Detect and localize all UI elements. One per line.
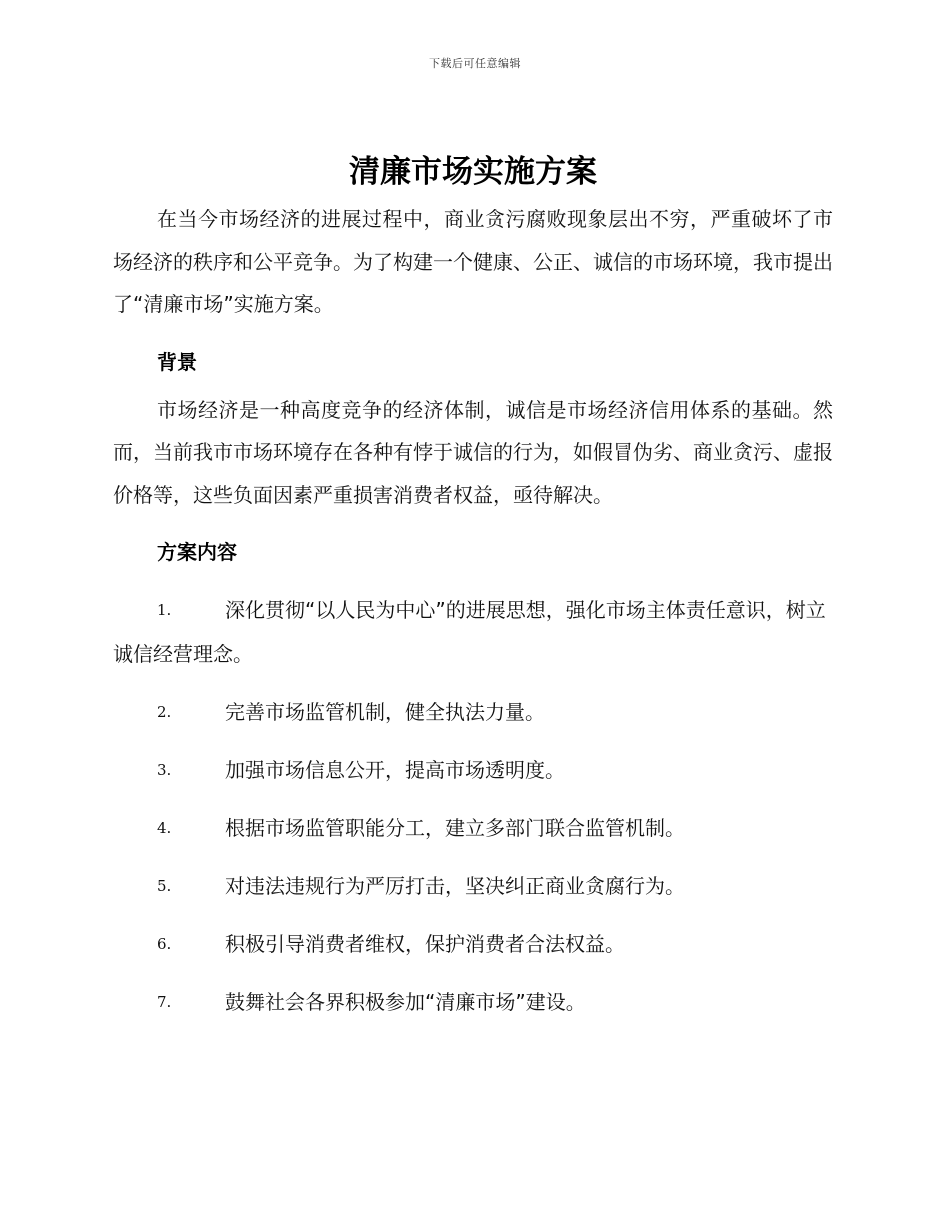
list-item — [113, 748, 833, 792]
list-item-text: 对违法违规行为严厉打击，坚决纠正商业贪腐行为。 — [225, 874, 685, 898]
list-item — [113, 806, 833, 850]
list-item-number: 6. — [157, 935, 172, 953]
document-body — [113, 150, 833, 1038]
list-item-number: 2. — [157, 703, 172, 721]
list-item-text: 鼓舞社会各界积极参加“清廉市场”建设。 — [225, 990, 586, 1014]
background-paragraph: 市场经济是一种高度竞争的经济体制，诚信是市场经济信用体系的基础。然而，当前我市市场环境存在各种有悖于诚信的行为，如假冒伪劣、商业贪污、虚报价格等，这些负面因素严重损害消费者权益，亟待解决。 — [113, 397, 833, 507]
list-item — [113, 922, 833, 966]
list-item-number: 5. — [157, 877, 172, 895]
list-item-text: 根据市场监管职能分工，建立多部门联合监管机制。 — [225, 816, 685, 840]
plan-list — [113, 588, 833, 1024]
list-item-number: 1. — [157, 601, 172, 619]
document-title: 清廉市场实施方案 — [349, 154, 597, 190]
header-note: 下载后可任意编辑 — [429, 57, 521, 70]
list-item — [113, 588, 833, 676]
list-item-number: 7. — [157, 993, 172, 1011]
list-item — [113, 864, 833, 908]
section-heading-plan: 方案内容 — [157, 540, 237, 564]
list-item-number: 4. — [157, 819, 172, 837]
list-item — [113, 690, 833, 734]
list-item-text: 积极引导消费者维权，保护消费者合法权益。 — [225, 932, 625, 956]
list-item-text: 完善市场监管机制，健全执法力量。 — [225, 700, 545, 724]
list-item-text: 深化贯彻“以人民为中心”的进展思想，强化市场主体责任意识，树立诚信经营理念。 — [113, 598, 826, 666]
list-item-text: 加强市场信息公开，提高市场透明度。 — [225, 758, 565, 782]
list-item — [113, 980, 833, 1024]
intro-paragraph: 在当今市场经济的进展过程中，商业贪污腐败现象层出不穷，严重破坏了市场经济的秩序和公平竞争。为了构建一个健康、公正、诚信的市场环境，我市提出了“清廉市场”实施方案。 — [113, 207, 833, 316]
section-heading-background: 背景 — [157, 349, 197, 374]
list-item-number: 3. — [157, 761, 172, 779]
